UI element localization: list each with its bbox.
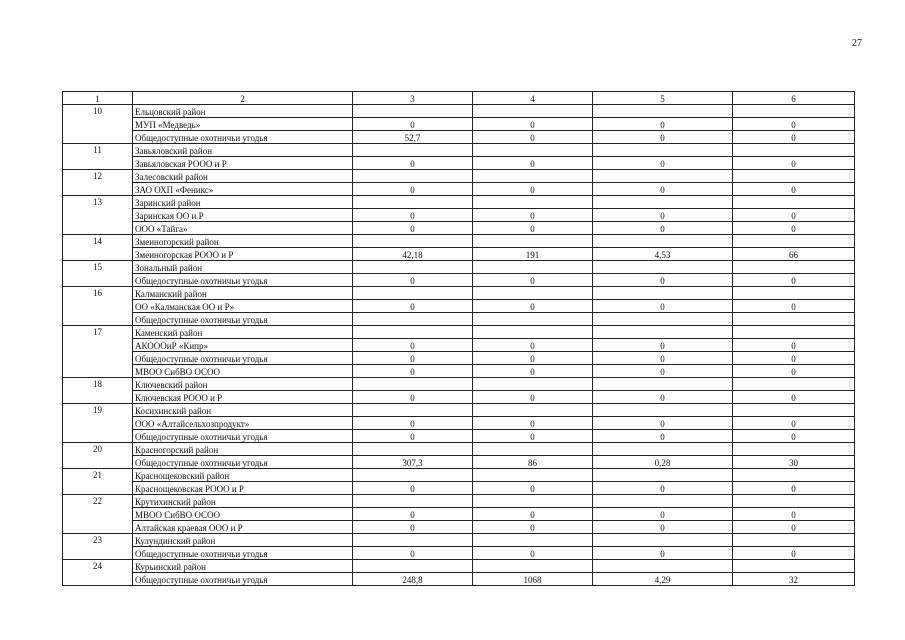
district-row [63,469,855,482]
empty-cell [353,144,473,157]
empty-cell [353,378,473,391]
value-col-5: 0 [593,131,733,144]
value-col-5: 0 [593,417,733,430]
organization-name: Общедоступные охотничьи угодья [133,547,353,560]
table-row [63,339,855,352]
table-row [63,365,855,378]
organization-name: Общедоступные охотничьи угодья [133,131,353,144]
empty-cell [473,495,593,508]
district-number: 24 [63,560,133,586]
district-name: Ельцовский район [133,105,353,118]
value-col-5: 4,53 [593,248,733,261]
empty-cell [733,144,855,157]
district-row [63,261,855,274]
value-col-3: 0 [353,521,473,534]
value-col-3: 0 [353,430,473,443]
table-body [63,92,855,586]
header-cell-6: 6 [733,92,855,105]
value-col-3: 0 [353,339,473,352]
header-cell-1: 1 [63,92,133,105]
organization-name: ЗАО ОХП «Феникс» [133,183,353,196]
value-col-6: 32 [733,573,855,586]
empty-cell [473,326,593,339]
empty-cell [733,495,855,508]
empty-cell [473,560,593,573]
empty-cell [593,196,733,209]
value-col-6: 0 [733,365,855,378]
value-col-4: 0 [473,352,593,365]
organization-name: МУП «Медведь» [133,118,353,131]
value-col-5: 0 [593,339,733,352]
empty-cell [593,495,733,508]
district-row [63,404,855,417]
district-name: Косихинский район [133,404,353,417]
value-col-4: 0 [473,365,593,378]
organization-name: ООО «Алтайсельхозпродукт» [133,417,353,430]
empty-cell [733,105,855,118]
value-col-5: 0 [593,508,733,521]
district-name: Краснощековский район [133,469,353,482]
empty-cell [353,560,473,573]
value-col-6: 0 [733,157,855,170]
empty-cell [353,196,473,209]
organization-name: МВОО СибВО ОСОО [133,508,353,521]
value-col-4: 0 [473,339,593,352]
table-row [63,456,855,469]
value-col-6: 0 [733,183,855,196]
table-row [63,118,855,131]
table-row [63,209,855,222]
district-name: Каменский район [133,326,353,339]
organization-name: Общедоступные охотничьи угодья [133,313,353,326]
empty-cell [593,404,733,417]
empty-cell [593,326,733,339]
district-name: Заринский район [133,196,353,209]
empty-cell [733,287,855,300]
district-name: Красногорский район [133,443,353,456]
value-col-3: 0 [353,391,473,404]
hunting-data-table [62,91,855,586]
table-row [63,131,855,144]
empty-cell [733,404,855,417]
district-number: 21 [63,469,133,495]
empty-cell [733,534,855,547]
organization-name: АКОООиР «Кипр» [133,339,353,352]
value-col-6: 66 [733,248,855,261]
header-cell-2: 2 [133,92,353,105]
district-name: Завьяловский район [133,144,353,157]
organization-name: Змеиногорская РООО и Р [133,248,353,261]
table-row [63,352,855,365]
district-row [63,534,855,547]
empty-cell [353,443,473,456]
empty-cell [473,170,593,183]
value-col-4: 191 [473,248,593,261]
page-number: 27 [852,38,862,49]
value-col-3: 0 [353,482,473,495]
value-col-6: 0 [733,300,855,313]
value-col-6: 30 [733,456,855,469]
empty-cell [593,105,733,118]
district-row [63,560,855,573]
organization-name: МВОО СибВО ОСОО [133,365,353,378]
table-row [63,508,855,521]
empty-cell [593,560,733,573]
value-col-6: 0 [733,339,855,352]
empty-cell [473,235,593,248]
value-col-6: 0 [733,209,855,222]
value-col-3: 0 [353,300,473,313]
value-col-5: 0 [593,547,733,560]
empty-cell [733,326,855,339]
empty-cell [593,378,733,391]
value-col-5: 0 [593,482,733,495]
value-col-5: 0 [593,274,733,287]
empty-cell [733,443,855,456]
value-col-3: 0 [353,222,473,235]
table-row [63,222,855,235]
district-row [63,326,855,339]
district-row [63,287,855,300]
empty-cell [733,469,855,482]
organization-name: Общедоступные охотничьи угодья [133,352,353,365]
value-col-5: 0,28 [593,456,733,469]
organization-name: Завьяловская РООО и Р [133,157,353,170]
value-col-4: 0 [473,430,593,443]
empty-cell [473,404,593,417]
value-col-3: 0 [353,352,473,365]
organization-name: Общедоступные охотничьи угодья [133,274,353,287]
empty-cell [473,534,593,547]
district-row [63,144,855,157]
value-col-6: 0 [733,417,855,430]
district-number: 20 [63,443,133,469]
district-row [63,196,855,209]
value-col-4: 0 [473,417,593,430]
organization-name: Краснощековская РООО и Р [133,482,353,495]
empty-cell [473,378,593,391]
empty-cell [733,170,855,183]
value-col-3: 0 [353,365,473,378]
district-number: 12 [63,170,133,196]
value-col-6: 0 [733,508,855,521]
value-col-5: 0 [593,209,733,222]
value-col-6: 0 [733,222,855,235]
value-col-5: 0 [593,118,733,131]
table-row [63,573,855,586]
empty-cell [353,170,473,183]
district-row [63,235,855,248]
empty-cell [733,378,855,391]
table-row [63,417,855,430]
value-col-5: 0 [593,352,733,365]
empty-cell [353,534,473,547]
empty-cell [593,287,733,300]
value-col-4: 0 [473,118,593,131]
district-number: 18 [63,378,133,404]
district-name: Курьинский район [133,560,353,573]
value-col-3: 0 [353,209,473,222]
value-col-6: 0 [733,352,855,365]
organization-name: ООО «Тайга» [133,222,353,235]
value-col-4: 0 [473,222,593,235]
value-col-4: 0 [473,391,593,404]
value-col-4: 0 [473,131,593,144]
value-col-5: 0 [593,391,733,404]
district-number: 23 [63,534,133,560]
district-name: Ключевский район [133,378,353,391]
organization-name: Общедоступные охотничьи угодья [133,456,353,469]
empty-cell [733,261,855,274]
organization-name: Общедоступные охотничьи угодья [133,430,353,443]
value-col-3: 42,18 [353,248,473,261]
district-name: Зональный район [133,261,353,274]
header-cell-4: 4 [473,92,593,105]
table-row [63,430,855,443]
empty-cell [733,560,855,573]
district-number: 22 [63,495,133,534]
table-row [63,300,855,313]
value-col-3: 0 [353,417,473,430]
organization-name: ОО «Калманская ОО и Р» [133,300,353,313]
empty-cell [353,469,473,482]
empty-cell [353,105,473,118]
value-col-5: 0 [593,521,733,534]
empty-cell [473,287,593,300]
value-col-4: 1068 [473,573,593,586]
table-row [63,391,855,404]
empty-cell [473,469,593,482]
header-cell-5: 5 [593,92,733,105]
district-number: 11 [63,144,133,170]
empty-cell [353,287,473,300]
table-row [63,313,855,326]
district-number: 10 [63,105,133,144]
district-number: 16 [63,287,133,326]
empty-cell [473,144,593,157]
value-col-3 [353,313,473,326]
organization-name: Ключевская РООО и Р [133,391,353,404]
empty-cell [353,495,473,508]
value-col-6: 0 [733,391,855,404]
district-name: Змеиногорский район [133,235,353,248]
value-col-3: 0 [353,118,473,131]
value-col-3: 52,7 [353,131,473,144]
value-col-4: 0 [473,157,593,170]
value-col-3: 248,8 [353,573,473,586]
empty-cell [353,261,473,274]
value-col-4: 0 [473,183,593,196]
empty-cell [593,144,733,157]
empty-cell [473,105,593,118]
value-col-3: 307,3 [353,456,473,469]
organization-name: Алтайская краевая ООО и Р [133,521,353,534]
district-row [63,105,855,118]
district-name: Крутихинский район [133,495,353,508]
value-col-3: 0 [353,157,473,170]
value-col-4: 0 [473,274,593,287]
value-col-6: 0 [733,521,855,534]
table-row [63,274,855,287]
value-col-6: 0 [733,547,855,560]
value-col-5: 0 [593,222,733,235]
value-col-4 [473,313,593,326]
empty-cell [353,235,473,248]
organization-name: Общедоступные охотничьи угодья [133,573,353,586]
value-col-5: 0 [593,430,733,443]
organization-name: Заринская ОО и Р [133,209,353,222]
value-col-3: 0 [353,547,473,560]
district-name: Кулундинский район [133,534,353,547]
empty-cell [593,469,733,482]
value-col-6: 0 [733,274,855,287]
empty-cell [353,326,473,339]
value-col-6 [733,313,855,326]
value-col-3: 0 [353,274,473,287]
table-row [63,547,855,560]
district-number: 17 [63,326,133,378]
value-col-5: 0 [593,157,733,170]
value-col-4: 0 [473,209,593,222]
value-col-6: 0 [733,482,855,495]
table-row [63,482,855,495]
value-col-6: 0 [733,430,855,443]
table-row [63,248,855,261]
district-number: 13 [63,196,133,235]
empty-cell [733,235,855,248]
empty-cell [593,261,733,274]
header-cell-3: 3 [353,92,473,105]
district-row [63,495,855,508]
empty-cell [593,170,733,183]
header-row [63,92,855,105]
district-row [63,443,855,456]
empty-cell [593,235,733,248]
empty-cell [733,196,855,209]
empty-cell [593,443,733,456]
empty-cell [353,404,473,417]
district-name: Калманский район [133,287,353,300]
district-number: 15 [63,261,133,287]
value-col-6: 0 [733,131,855,144]
district-number: 19 [63,404,133,443]
district-row [63,378,855,391]
table-row [63,157,855,170]
value-col-4: 0 [473,521,593,534]
empty-cell [473,196,593,209]
district-number: 14 [63,235,133,261]
value-col-6: 0 [733,118,855,131]
empty-cell [593,534,733,547]
value-col-5: 0 [593,183,733,196]
value-col-4: 0 [473,300,593,313]
value-col-3: 0 [353,508,473,521]
district-row [63,170,855,183]
value-col-5 [593,313,733,326]
value-col-4: 0 [473,482,593,495]
value-col-4: 0 [473,508,593,521]
value-col-5: 0 [593,365,733,378]
table-row [63,521,855,534]
empty-cell [473,443,593,456]
value-col-4: 0 [473,547,593,560]
district-name: Залесовский район [133,170,353,183]
value-col-5: 0 [593,300,733,313]
value-col-3: 0 [353,183,473,196]
empty-cell [473,261,593,274]
table-row [63,183,855,196]
value-col-4: 86 [473,456,593,469]
value-col-5: 4,29 [593,573,733,586]
